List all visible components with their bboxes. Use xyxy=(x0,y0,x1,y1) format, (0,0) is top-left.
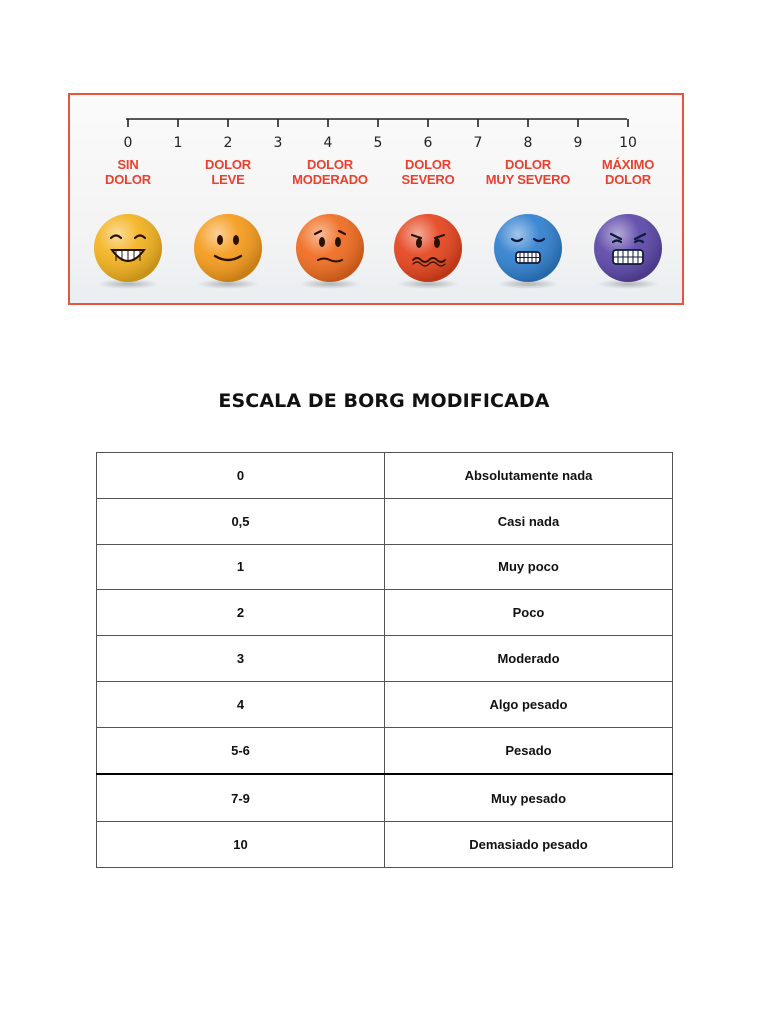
page-title: ESCALA DE BORG MODIFICADA xyxy=(218,390,550,412)
scale-level-labels xyxy=(105,157,654,187)
pained-icon xyxy=(494,214,562,289)
borg-value-cell: 0,5 xyxy=(97,498,385,544)
table-row xyxy=(97,590,673,636)
scale-tick-label: 3 xyxy=(273,135,283,151)
neutral-icon xyxy=(296,214,364,289)
scale-faces xyxy=(94,214,662,289)
borg-value-cell: 5-6 xyxy=(97,727,385,774)
borg-label-cell: Poco xyxy=(385,590,673,636)
scale-level-label: DOLOR xyxy=(405,157,451,172)
borg-value-cell: 7-9 xyxy=(97,774,385,821)
borg-value-cell: 4 xyxy=(97,681,385,727)
borg-value-cell: 3 xyxy=(97,636,385,682)
scale-level-label: DOLOR xyxy=(605,172,651,187)
borg-label-cell: Demasiado pesado xyxy=(385,822,673,868)
table-row xyxy=(97,681,673,727)
table-row xyxy=(97,453,673,499)
worried-icon xyxy=(394,214,462,289)
borg-value-cell: 10 xyxy=(97,822,385,868)
borg-label-cell: Muy pesado xyxy=(385,774,673,821)
agony-icon xyxy=(594,214,662,289)
borg-label-cell: Pesado xyxy=(385,727,673,774)
table-row xyxy=(97,544,673,590)
borg-value-cell: 2 xyxy=(97,590,385,636)
pain-scale-card xyxy=(68,93,684,305)
table-row xyxy=(97,727,673,774)
scale-level-label: DOLOR xyxy=(307,157,353,172)
borg-label-cell: Casi nada xyxy=(385,498,673,544)
scale-ticks xyxy=(124,119,637,151)
table-row xyxy=(97,636,673,682)
table-row xyxy=(97,774,673,821)
scale-tick-label: 8 xyxy=(523,135,533,151)
scale-level-label: MODERADO xyxy=(292,172,368,187)
scale-tick-label: 10 xyxy=(619,135,637,151)
scale-level-label: DOLOR xyxy=(205,157,251,172)
scale-level-label: LEVE xyxy=(211,172,245,187)
borg-table xyxy=(96,452,673,868)
scale-tick-label: 5 xyxy=(373,135,383,151)
scale-level-label: SIN xyxy=(117,157,139,172)
borg-label-cell: Absolutamente nada xyxy=(385,453,673,499)
table-row xyxy=(97,498,673,544)
scale-level-label: DOLOR xyxy=(105,172,151,187)
scale-tick-label: 2 xyxy=(223,135,233,151)
scale-tick-label: 6 xyxy=(423,135,433,151)
scale-level-label: MÁXIMO xyxy=(601,157,655,172)
borg-value-cell: 1 xyxy=(97,544,385,590)
grin-icon xyxy=(94,214,162,289)
scale-tick-label: 4 xyxy=(323,135,333,151)
scale-tick-label: 0 xyxy=(123,135,133,151)
borg-label-cell: Muy poco xyxy=(385,544,673,590)
pain-scale-graphic xyxy=(70,95,682,303)
scale-level-label: SEVERO xyxy=(401,172,455,187)
scale-level-label: DOLOR xyxy=(505,157,551,172)
scale-tick-label: 7 xyxy=(473,135,483,151)
table-row xyxy=(97,822,673,868)
borg-label-cell: Moderado xyxy=(385,636,673,682)
borg-value-cell: 0 xyxy=(97,453,385,499)
smile-icon xyxy=(194,214,262,289)
borg-label-cell: Algo pesado xyxy=(385,681,673,727)
scale-tick-label: 9 xyxy=(573,135,583,151)
scale-level-label: MUY SEVERO xyxy=(485,172,571,187)
scale-tick-label: 1 xyxy=(173,135,183,151)
